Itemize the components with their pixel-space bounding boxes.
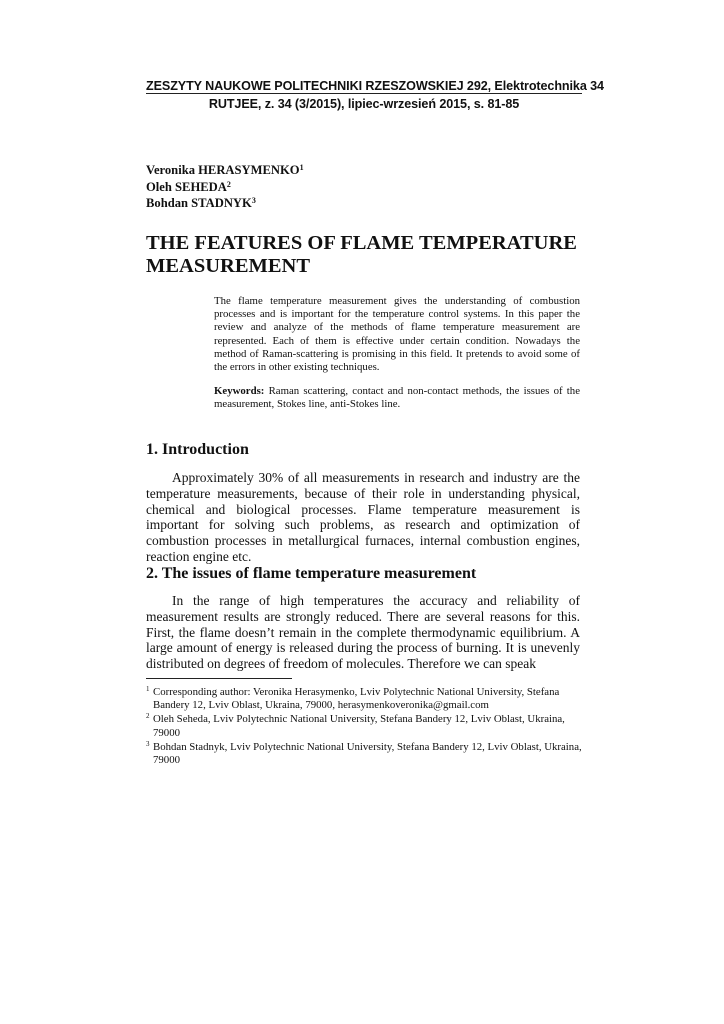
journal-header-line1: ZESZYTY NAUKOWE POLITECHNIKI RZESZOWSKIEJ 292, Elektrotechnika 34 — [146, 79, 604, 93]
paper-title: THE FEATURES OF FLAME TEMPERATURE MEASUREMENT — [146, 232, 577, 277]
journal-header-line2: RUTJEE, z. 34 (3/2015), lipiec-wrzesień 2015, s. 81-85 — [208, 97, 520, 111]
author-list — [146, 162, 304, 212]
section-body-introduction: Approximately 30% of all measurements in research and industry are the temperature measurements, because of their role in understanding physical, chemical and biological processes. Flame temperature measurement is important for solving such problems, as research and optimization of combustion processes in metallurgical furnaces, internal combustion engines, reaction engine etc. — [146, 470, 580, 564]
section-heading-introduction: 1. Introduction — [146, 441, 249, 458]
author: Bohdan STADNYK$^3$ — [146, 196, 256, 210]
keywords-text: Raman scattering, contact and non-contact methods, the issues of the measurement, Stokes line, anti-Stokes line. — [214, 385, 580, 411]
section-body-issues: In the range of high temperatures the accuracy and reliability of measurement results are strongly reduced. There are several reasons for this. First, the flame doesn’t remain in the complete thermodynamic equilibrium. A large amount of energy is released during the process of burning. It is unevenly distributed on degrees of freedom of molecules. Therefore we can speak — [146, 593, 580, 672]
abstract: The flame temperature measurement gives the understanding of combustion processes and is important for the temperature control systems. In this paper the review and analyze of the methods of flame temperature measurement are represented. Each of them is effective under certain condition. Nowadays the method of Raman-scattering is promising in this field. It pretends to avoid some of the errors in other existing techniques. — [214, 295, 580, 374]
author: Veronika HERASYMENKO$^1$ — [146, 163, 304, 177]
author: Oleh SEHEDA$^2$ — [146, 179, 231, 194]
footnote-rule — [146, 678, 292, 679]
footnote: 2 Oleh Seheda, Lviv Polytechnic National University, Stefana Bandery 12, Lviv Oblast, Ukraina, 79000 — [146, 712, 565, 739]
header-rule — [146, 93, 582, 94]
footnotes — [146, 686, 582, 768]
keywords-label: Keywords: — [214, 385, 265, 397]
section-heading-issues: 2. The issues of flame temperature measurement — [146, 565, 477, 582]
footnote: 3 Bohdan Stadnyk, Lviv Polytechnic National University, Stefana Bandery 12, Lviv Oblast, Ukraina, 79000 — [146, 739, 582, 767]
keywords — [214, 385, 580, 411]
footnote: 1 Corresponding author: Veronika Herasymenko, Lviv Polytechnic National University, Stefana Bandery 12, Lviv Oblast, Ukraina, 79000, herasymenkoveronika@gmail.com — [146, 685, 560, 712]
